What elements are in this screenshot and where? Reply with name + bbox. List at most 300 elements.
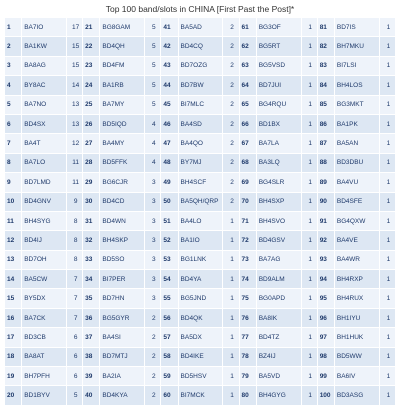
table-row: [5, 18, 395, 36]
callsign-cell: BD9ALM: [257, 270, 301, 288]
rank-cell: 5: [5, 96, 21, 114]
callsign-cell: BD7OH: [22, 251, 66, 269]
table-row: [5, 270, 395, 288]
count-cell: 1: [380, 193, 395, 211]
callsign-cell: BD4GNV: [22, 193, 66, 211]
count-cell: 8: [67, 212, 82, 230]
table-row: [5, 115, 395, 133]
table-row: [5, 309, 395, 327]
count-cell: 2: [223, 37, 238, 55]
rank-cell: 14: [5, 270, 21, 288]
rank-cell: 35: [83, 289, 99, 307]
count-cell: 1: [380, 173, 395, 191]
count-cell: 1: [302, 251, 317, 269]
callsign-cell: BG0APD: [257, 289, 301, 307]
callsign-cell: BA5CW: [22, 270, 66, 288]
callsign-cell: BD7OZG: [179, 57, 223, 75]
callsign-cell: BA4SI: [100, 328, 144, 346]
callsign-cell: BD4FM: [100, 57, 144, 75]
count-cell: 1: [380, 57, 395, 75]
rank-cell: 95: [318, 289, 334, 307]
callsign-cell: BY8AC: [22, 76, 66, 94]
count-cell: 1: [302, 270, 317, 288]
count-cell: 4: [145, 154, 160, 172]
rank-cell: 88: [318, 154, 334, 172]
rank-cell: 89: [318, 173, 334, 191]
callsign-cell: BA4WR: [335, 251, 379, 269]
count-cell: 1: [223, 328, 238, 346]
rank-cell: 1: [5, 18, 21, 36]
rank-cell: 56: [161, 309, 177, 327]
rank-cell: 46: [161, 115, 177, 133]
rank-cell: 21: [83, 18, 99, 36]
rank-cell: 32: [83, 231, 99, 249]
rank-cell: 6: [5, 115, 21, 133]
callsign-cell: BA4SD: [179, 115, 223, 133]
rank-cell: 15: [5, 289, 21, 307]
rank-cell: 71: [240, 212, 256, 230]
rank-cell: 24: [83, 76, 99, 94]
callsign-cell: BD4GSV: [257, 231, 301, 249]
rank-cell: 18: [5, 348, 21, 366]
count-cell: 2: [223, 115, 238, 133]
count-cell: 1: [380, 154, 395, 172]
count-cell: 2: [223, 154, 238, 172]
callsign-cell: BG8GAM: [100, 18, 144, 36]
callsign-cell: BD7LMD: [22, 173, 66, 191]
table-row: [5, 37, 395, 55]
callsign-cell: BA3LQ: [257, 154, 301, 172]
rank-cell: 100: [318, 386, 334, 404]
rank-cell: 23: [83, 57, 99, 75]
count-cell: 1: [223, 212, 238, 230]
count-cell: 4: [145, 115, 160, 133]
callsign-cell: BD4IKE: [179, 348, 223, 366]
count-cell: 4: [145, 134, 160, 152]
rank-cell: 36: [83, 309, 99, 327]
rank-cell: 25: [83, 96, 99, 114]
rank-cell: 38: [83, 348, 99, 366]
count-cell: 11: [67, 154, 82, 172]
callsign-cell: BH4SYG: [22, 212, 66, 230]
count-cell: 1: [302, 309, 317, 327]
rank-cell: 81: [318, 18, 334, 36]
rank-cell: 16: [5, 309, 21, 327]
callsign-cell: BD4CD: [100, 193, 144, 211]
rank-cell: 43: [161, 57, 177, 75]
rank-cell: 61: [240, 18, 256, 36]
callsign-cell: BD4QH: [100, 37, 144, 55]
callsign-cell: BG3MKT: [335, 96, 379, 114]
rank-cell: 31: [83, 212, 99, 230]
callsign-cell: BI7MLC: [179, 96, 223, 114]
rank-cell: 80: [240, 386, 256, 404]
table-row: [5, 289, 395, 307]
count-cell: 1: [380, 309, 395, 327]
count-cell: 9: [67, 193, 82, 211]
count-cell: 1: [302, 18, 317, 36]
count-cell: 3: [145, 212, 160, 230]
rank-cell: 54: [161, 270, 177, 288]
count-cell: 1: [380, 96, 395, 114]
rank-cell: 27: [83, 134, 99, 152]
rank-cell: 19: [5, 367, 21, 385]
table-row: [5, 193, 395, 211]
rank-cell: 91: [318, 212, 334, 230]
count-cell: 3: [145, 231, 160, 249]
rank-cell: 8: [5, 154, 21, 172]
count-cell: 5: [145, 96, 160, 114]
rank-cell: 22: [83, 37, 99, 55]
ranking-table-body: [5, 18, 395, 405]
rank-cell: 28: [83, 154, 99, 172]
rank-cell: 29: [83, 173, 99, 191]
callsign-cell: BG4QXW: [335, 212, 379, 230]
count-cell: 15: [67, 57, 82, 75]
count-cell: 1: [223, 348, 238, 366]
callsign-cell: BH4GYG: [257, 386, 301, 404]
count-cell: 2: [223, 134, 238, 152]
count-cell: 1: [302, 115, 317, 133]
table-row: [5, 212, 395, 230]
callsign-cell: BA5VD: [257, 367, 301, 385]
count-cell: 1: [223, 270, 238, 288]
count-cell: 2: [223, 96, 238, 114]
count-cell: 13: [67, 115, 82, 133]
count-cell: 1: [380, 134, 395, 152]
count-cell: 1: [380, 212, 395, 230]
rank-cell: 82: [318, 37, 334, 55]
count-cell: 7: [67, 270, 82, 288]
count-cell: 1: [223, 309, 238, 327]
callsign-cell: BH4LOS: [335, 76, 379, 94]
rank-cell: 86: [318, 115, 334, 133]
count-cell: 1: [302, 154, 317, 172]
count-cell: 1: [302, 96, 317, 114]
count-cell: 5: [145, 37, 160, 55]
count-cell: 1: [380, 76, 395, 94]
rank-cell: 69: [240, 173, 256, 191]
count-cell: 2: [223, 193, 238, 211]
count-cell: 3: [145, 289, 160, 307]
rank-cell: 90: [318, 193, 334, 211]
callsign-cell: BA7MY: [100, 96, 144, 114]
count-cell: 1: [302, 37, 317, 55]
count-cell: 1: [302, 193, 317, 211]
callsign-cell: BG5RT: [257, 37, 301, 55]
callsign-cell: BA4QO: [179, 134, 223, 152]
callsign-cell: BA1PK: [335, 115, 379, 133]
table-row: [5, 134, 395, 152]
callsign-cell: BA6IV: [335, 367, 379, 385]
count-cell: 14: [67, 76, 82, 94]
rank-cell: 73: [240, 251, 256, 269]
count-cell: 1: [223, 367, 238, 385]
count-cell: 1: [302, 328, 317, 346]
callsign-cell: BZ4IJ: [257, 348, 301, 366]
callsign-cell: BG6CJR: [100, 173, 144, 191]
rank-cell: 39: [83, 367, 99, 385]
callsign-cell: BA7LA: [257, 134, 301, 152]
count-cell: 1: [302, 173, 317, 191]
table-row: [5, 173, 395, 191]
table-row: [5, 57, 395, 75]
count-cell: 1: [223, 231, 238, 249]
count-cell: 1: [380, 348, 395, 366]
callsign-cell: BA4VE: [335, 231, 379, 249]
count-cell: 1: [302, 386, 317, 404]
callsign-cell: BD4IJ: [22, 231, 66, 249]
rank-cell: 49: [161, 173, 177, 191]
rank-cell: 9: [5, 173, 21, 191]
count-cell: 1: [223, 386, 238, 404]
rank-cell: 77: [240, 328, 256, 346]
count-cell: 1: [302, 76, 317, 94]
count-cell: 1: [302, 367, 317, 385]
callsign-cell: BD4SX: [22, 115, 66, 133]
rank-cell: 26: [83, 115, 99, 133]
rank-cell: 40: [83, 386, 99, 404]
count-cell: 8: [67, 231, 82, 249]
count-cell: 13: [67, 96, 82, 114]
rank-cell: 11: [5, 212, 21, 230]
rank-cell: 58: [161, 348, 177, 366]
callsign-cell: BA5AN: [335, 134, 379, 152]
count-cell: 1: [302, 134, 317, 152]
count-cell: 2: [223, 173, 238, 191]
count-cell: 1: [302, 212, 317, 230]
count-cell: 5: [145, 76, 160, 94]
rank-cell: 97: [318, 328, 334, 346]
rank-cell: 83: [318, 57, 334, 75]
count-cell: 7: [67, 309, 82, 327]
count-cell: 8: [67, 251, 82, 269]
callsign-cell: BA4T: [22, 134, 66, 152]
count-cell: 2: [145, 386, 160, 404]
rank-cell: 7: [5, 134, 21, 152]
rank-cell: 87: [318, 134, 334, 152]
callsign-cell: BA7NO: [22, 96, 66, 114]
count-cell: 1: [380, 270, 395, 288]
count-cell: 2: [145, 328, 160, 346]
callsign-cell: BD4WN: [100, 212, 144, 230]
callsign-cell: BA1RB: [100, 76, 144, 94]
rank-cell: 3: [5, 57, 21, 75]
rank-cell: 79: [240, 367, 256, 385]
callsign-cell: BH7PFH: [22, 367, 66, 385]
callsign-cell: BH1IYU: [335, 309, 379, 327]
callsign-cell: BD3ASG: [335, 386, 379, 404]
rank-cell: 45: [161, 96, 177, 114]
count-cell: 5: [145, 18, 160, 36]
rank-cell: 48: [161, 154, 177, 172]
rank-cell: 13: [5, 251, 21, 269]
callsign-cell: BD7JUI: [257, 76, 301, 94]
callsign-cell: BA1KW: [22, 37, 66, 55]
rank-cell: 34: [83, 270, 99, 288]
count-cell: 1: [380, 115, 395, 133]
rank-cell: 53: [161, 251, 177, 269]
count-cell: 2: [223, 18, 238, 36]
rank-cell: 47: [161, 134, 177, 152]
callsign-cell: BD3CB: [22, 328, 66, 346]
count-cell: 3: [145, 193, 160, 211]
table-row: [5, 231, 395, 249]
callsign-cell: BA7AG: [257, 251, 301, 269]
count-cell: 3: [145, 173, 160, 191]
count-cell: 1: [302, 57, 317, 75]
count-cell: 2: [145, 309, 160, 327]
rank-cell: 42: [161, 37, 177, 55]
table-row: [5, 386, 395, 404]
callsign-cell: BD4YA: [179, 270, 223, 288]
rank-cell: 12: [5, 231, 21, 249]
count-cell: 1: [380, 367, 395, 385]
rank-cell: 33: [83, 251, 99, 269]
table-row: [5, 348, 395, 366]
count-cell: 1: [302, 348, 317, 366]
callsign-cell: BH4SVO: [257, 212, 301, 230]
rank-cell: 85: [318, 96, 334, 114]
rank-cell: 55: [161, 289, 177, 307]
count-cell: 1: [223, 251, 238, 269]
count-cell: 6: [67, 328, 82, 346]
callsign-cell: BD4KYA: [100, 386, 144, 404]
callsign-cell: BY5DX: [22, 289, 66, 307]
count-cell: 12: [67, 134, 82, 152]
callsign-cell: BA1IO: [179, 231, 223, 249]
rank-cell: 4: [5, 76, 21, 94]
table-row: [5, 76, 395, 94]
rank-cell: 17: [5, 328, 21, 346]
callsign-cell: BD7IS: [335, 18, 379, 36]
rank-cell: 75: [240, 289, 256, 307]
callsign-cell: BG5GYR: [100, 309, 144, 327]
rank-cell: 67: [240, 134, 256, 152]
rank-cell: 64: [240, 76, 256, 94]
callsign-cell: BD5SO: [100, 251, 144, 269]
callsign-cell: BH4SCF: [179, 173, 223, 191]
callsign-cell: BG1LNK: [179, 251, 223, 269]
callsign-cell: BD5FFK: [100, 154, 144, 172]
rank-cell: 62: [240, 37, 256, 55]
page-title: Top 100 band/slots in CHINA [First Past the Post]*: [105, 4, 295, 14]
rank-cell: 72: [240, 231, 256, 249]
callsign-cell: BA4VU: [335, 173, 379, 191]
callsign-cell: BD3DBU: [335, 154, 379, 172]
rank-cell: 10: [5, 193, 21, 211]
callsign-cell: BH4RUX: [335, 289, 379, 307]
callsign-cell: BD4TZ: [257, 328, 301, 346]
count-cell: 6: [67, 348, 82, 366]
callsign-cell: BD7MTJ: [100, 348, 144, 366]
rank-cell: 20: [5, 386, 21, 404]
callsign-cell: BA4LO: [179, 212, 223, 230]
callsign-cell: BH4SXP: [257, 193, 301, 211]
callsign-cell: BG4SLR: [257, 173, 301, 191]
table-row: [5, 96, 395, 114]
count-cell: 1: [380, 289, 395, 307]
callsign-cell: BG3OF: [257, 18, 301, 36]
callsign-cell: BA5QH/QRP: [179, 193, 223, 211]
rank-cell: 44: [161, 76, 177, 94]
count-cell: 1: [380, 18, 395, 36]
callsign-cell: BH4RXP: [335, 270, 379, 288]
callsign-cell: BA4MY: [100, 134, 144, 152]
callsign-cell: BD5WW: [335, 348, 379, 366]
count-cell: 1: [380, 386, 395, 404]
table-row: [5, 367, 395, 385]
rank-cell: 65: [240, 96, 256, 114]
callsign-cell: BD7HN: [100, 289, 144, 307]
rank-cell: 99: [318, 367, 334, 385]
rank-cell: 78: [240, 348, 256, 366]
count-cell: 2: [145, 367, 160, 385]
rank-cell: 68: [240, 154, 256, 172]
callsign-cell: BD4SFE: [335, 193, 379, 211]
rank-cell: 92: [318, 231, 334, 249]
callsign-cell: BG5JND: [179, 289, 223, 307]
rank-cell: 2: [5, 37, 21, 55]
count-cell: 1: [380, 328, 395, 346]
ranking-table: [4, 17, 396, 406]
callsign-cell: BA5DX: [179, 328, 223, 346]
callsign-cell: BI7LSI: [335, 57, 379, 75]
rank-cell: 94: [318, 270, 334, 288]
count-cell: 1: [380, 231, 395, 249]
callsign-cell: BD5IQD: [100, 115, 144, 133]
callsign-cell: BY7MJ: [179, 154, 223, 172]
rank-cell: 70: [240, 193, 256, 211]
rank-cell: 74: [240, 270, 256, 288]
callsign-cell: BA7IO: [22, 18, 66, 36]
rank-cell: 66: [240, 115, 256, 133]
callsign-cell: BD5HSV: [179, 367, 223, 385]
count-cell: 7: [67, 289, 82, 307]
callsign-cell: BI7MCK: [179, 386, 223, 404]
rank-cell: 51: [161, 212, 177, 230]
callsign-cell: BD4QK: [179, 309, 223, 327]
callsign-cell: BD1BYV: [22, 386, 66, 404]
callsign-cell: BD7BW: [179, 76, 223, 94]
callsign-cell: BA7LO: [22, 154, 66, 172]
rank-cell: 37: [83, 328, 99, 346]
callsign-cell: BH7MKU: [335, 37, 379, 55]
rank-cell: 96: [318, 309, 334, 327]
count-cell: 11: [67, 173, 82, 191]
rank-cell: 41: [161, 18, 177, 36]
rank-cell: 59: [161, 367, 177, 385]
count-cell: 5: [67, 386, 82, 404]
count-cell: 1: [380, 251, 395, 269]
callsign-cell: BD1BX: [257, 115, 301, 133]
callsign-cell: BA5AD: [179, 18, 223, 36]
count-cell: 1: [302, 289, 317, 307]
table-row: [5, 154, 395, 172]
callsign-cell: BA8AT: [22, 348, 66, 366]
count-cell: 1: [223, 289, 238, 307]
rank-cell: 98: [318, 348, 334, 366]
count-cell: 6: [67, 367, 82, 385]
callsign-cell: BG5VSD: [257, 57, 301, 75]
count-cell: 1: [380, 37, 395, 55]
callsign-cell: BH4SKP: [100, 231, 144, 249]
table-row: [5, 328, 395, 346]
count-cell: 17: [67, 18, 82, 36]
rank-cell: 57: [161, 328, 177, 346]
count-cell: 5: [145, 57, 160, 75]
count-cell: 3: [145, 251, 160, 269]
